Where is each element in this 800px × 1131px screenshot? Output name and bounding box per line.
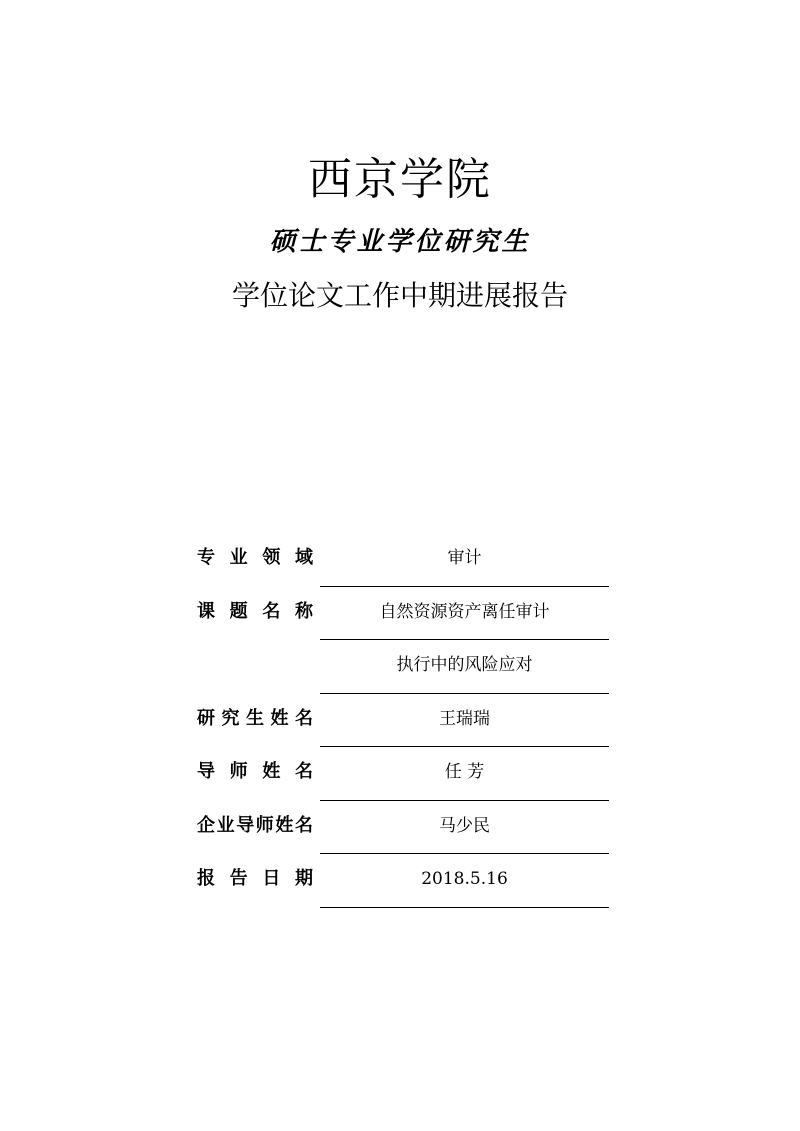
info-form xyxy=(197,533,617,908)
value-topic-line1: 自然资源资产离任审计 xyxy=(379,601,550,622)
value-industry-advisor: 马少民 xyxy=(439,815,490,836)
label-advisor: 导 师 姓 名 xyxy=(197,761,313,782)
info-row-topic-continued xyxy=(197,640,617,694)
info-row-major xyxy=(197,533,617,587)
label-student: 研 究 生 姓 名 xyxy=(197,707,313,729)
value-student: 王瑞瑞 xyxy=(439,708,490,729)
info-row-advisor xyxy=(197,747,617,801)
value-major: 审计 xyxy=(447,548,482,568)
label-topic: 课 题 名 称 xyxy=(197,600,313,622)
underline-report-date xyxy=(320,907,609,908)
value-report-date: 2018.5.16 xyxy=(421,869,508,889)
label-industry-advisor: 企 业 导 师 姓 名 xyxy=(197,814,313,836)
info-row-student xyxy=(197,694,617,748)
label-major: 专 业 领 域 xyxy=(197,547,313,568)
label-report-date: 报 告 日 期 xyxy=(197,868,313,889)
university-name: 西京学院 xyxy=(308,154,492,205)
info-row-industry-advisor xyxy=(197,801,617,855)
degree-type-heading: 硕士专业学位研究生 xyxy=(269,227,531,257)
info-row-report-date xyxy=(197,854,617,908)
info-row-topic xyxy=(197,587,617,641)
value-advisor: 任 芳 xyxy=(444,762,485,782)
value-topic-line2: 执行中的风险应对 xyxy=(396,655,533,675)
report-title: 学位论文工作中期进展报告 xyxy=(231,279,568,312)
